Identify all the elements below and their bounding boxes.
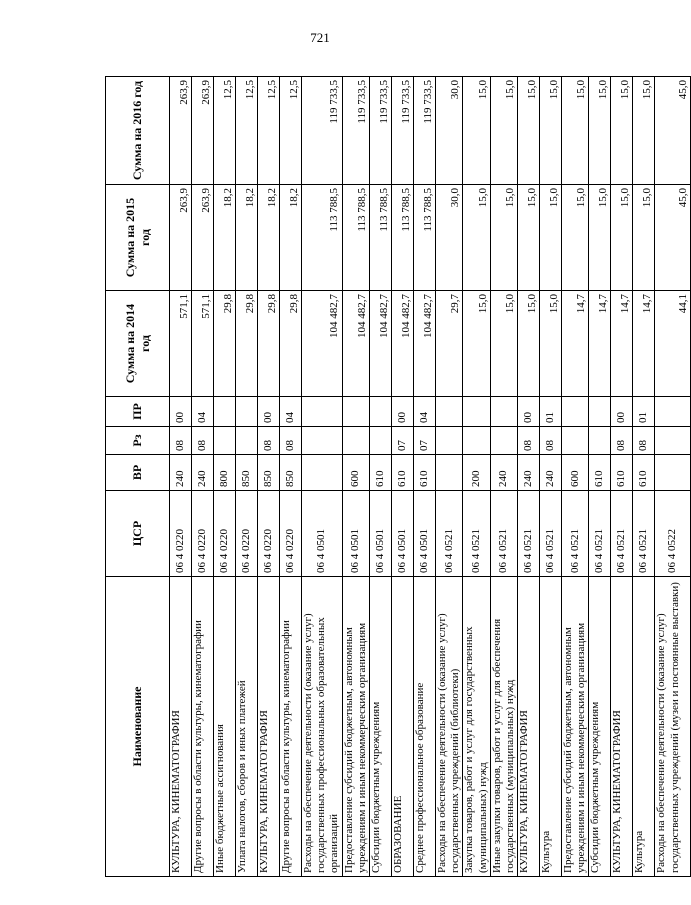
cell-sum-2016: 119 733,5 — [342, 77, 369, 185]
cell-rz — [655, 427, 691, 455]
cell-name: Другие вопросы в области культуры, кинематографии — [192, 577, 214, 877]
cell-pr — [562, 397, 589, 427]
cell-pr — [655, 397, 691, 427]
cell-name: Другие вопросы в области культуры, кинематографии — [280, 577, 302, 877]
cell-sum-2015: 15,0 — [518, 185, 540, 291]
cell-pr — [435, 397, 462, 427]
cell-pr: 00 — [611, 397, 633, 427]
cell-sum-2015: 263,9 — [170, 185, 192, 291]
cell-csr: 06 4 0220 — [214, 491, 236, 577]
cell-vr: 610 — [413, 455, 435, 491]
cell-csr: 06 4 0521 — [518, 491, 540, 577]
cell-sum-2014: 14,7 — [589, 291, 611, 397]
cell-sum-2014: 14,7 — [633, 291, 655, 397]
cell-sum-2014: 104 482,7 — [413, 291, 435, 397]
cell-sum-2014: 15,0 — [490, 291, 517, 397]
table-row — [258, 77, 280, 877]
table-row — [435, 77, 462, 877]
table-row — [655, 77, 691, 877]
cell-sum-2016: 119 733,5 — [413, 77, 435, 185]
cell-csr: 06 4 0501 — [413, 491, 435, 577]
cell-name: Иные закупки товаров, работ и услуг для обеспечения государственных (муниципальных) нужд — [490, 577, 517, 877]
table-row — [302, 77, 343, 877]
cell-csr: 06 4 0521 — [435, 491, 462, 577]
cell-sum-2015: 30,0 — [435, 185, 462, 291]
cell-sum-2015: 113 788,5 — [369, 185, 391, 291]
cell-sum-2015: 18,2 — [236, 185, 258, 291]
cell-rz: 08 — [258, 427, 280, 455]
cell-pr — [463, 397, 490, 427]
cell-vr: 850 — [280, 455, 302, 491]
cell-csr: 06 4 0501 — [369, 491, 391, 577]
cell-vr: 610 — [369, 455, 391, 491]
cell-vr: 600 — [342, 455, 369, 491]
cell-name: Субсидии бюджетным учреждениям — [369, 577, 391, 877]
cell-sum-2016: 12,5 — [214, 77, 236, 185]
cell-rz: 08 — [170, 427, 192, 455]
cell-rz — [490, 427, 517, 455]
cell-pr: 00 — [391, 397, 413, 427]
cell-sum-2015: 18,2 — [258, 185, 280, 291]
cell-rz: 08 — [518, 427, 540, 455]
cell-pr: 04 — [413, 397, 435, 427]
cell-sum-2016: 45,0 — [655, 77, 691, 185]
cell-sum-2015: 263,9 — [192, 185, 214, 291]
cell-sum-2016: 12,5 — [280, 77, 302, 185]
cell-rz — [302, 427, 343, 455]
budget-table — [105, 76, 691, 877]
cell-name: КУЛЬТУРА, КИНЕМАТОГРАФИЯ — [258, 577, 280, 877]
cell-name: Расходы на обеспечение деятельности (оказание услуг) государственных учреждений (музеи и постоянные выставки) — [655, 577, 691, 877]
cell-sum-2014: 104 482,7 — [369, 291, 391, 397]
cell-sum-2016: 15,0 — [562, 77, 589, 185]
cell-csr: 06 4 0521 — [490, 491, 517, 577]
cell-csr: 06 4 0521 — [633, 491, 655, 577]
cell-rz: 07 — [413, 427, 435, 455]
cell-name: Предоставление субсидий бюджетным, автономным учреждениям и иным некоммерческим организациям — [562, 577, 589, 877]
cell-pr — [342, 397, 369, 427]
cell-rz: 08 — [633, 427, 655, 455]
cell-rz — [214, 427, 236, 455]
table-row — [611, 77, 633, 877]
cell-sum-2016: 15,0 — [463, 77, 490, 185]
cell-rz: 08 — [192, 427, 214, 455]
cell-vr: 240 — [192, 455, 214, 491]
page-number: 721 — [310, 30, 330, 45]
cell-vr — [302, 455, 343, 491]
cell-sum-2014: 104 482,7 — [342, 291, 369, 397]
cell-sum-2015: 15,0 — [611, 185, 633, 291]
cell-sum-2014: 15,0 — [540, 291, 562, 397]
cell-csr: 06 4 0501 — [302, 491, 343, 577]
table-row — [589, 77, 611, 877]
cell-rz — [463, 427, 490, 455]
cell-sum-2015: 18,2 — [280, 185, 302, 291]
header-row — [106, 77, 170, 877]
cell-rz — [435, 427, 462, 455]
cell-rz: 08 — [540, 427, 562, 455]
cell-pr: 04 — [192, 397, 214, 427]
cell-sum-2016: 263,9 — [170, 77, 192, 185]
cell-vr: 610 — [611, 455, 633, 491]
table-row — [369, 77, 391, 877]
table-row — [280, 77, 302, 877]
cell-name: ОБРАЗОВАНИЕ — [391, 577, 413, 877]
cell-name: Уплата налогов, сборов и иных платежей — [236, 577, 258, 877]
header-csr: ЦСР — [106, 491, 170, 577]
cell-sum-2016: 30,0 — [435, 77, 462, 185]
cell-sum-2014: 104 482,7 — [302, 291, 343, 397]
cell-rz — [342, 427, 369, 455]
header-pr: ПР — [106, 397, 170, 427]
cell-vr: 200 — [463, 455, 490, 491]
cell-vr: 610 — [391, 455, 413, 491]
cell-name: КУЛЬТУРА, КИНЕМАТОГРАФИЯ — [611, 577, 633, 877]
cell-csr: 06 4 0501 — [391, 491, 413, 577]
cell-csr: 06 4 0521 — [562, 491, 589, 577]
table-row — [490, 77, 517, 877]
cell-pr: 01 — [540, 397, 562, 427]
cell-name: Культура — [633, 577, 655, 877]
cell-pr: 00 — [258, 397, 280, 427]
cell-name: Расходы на обеспечение деятельности (оказание услуг) государственных учреждений (библиотеки) — [435, 577, 462, 877]
cell-sum-2014: 29,8 — [280, 291, 302, 397]
cell-sum-2016: 15,0 — [490, 77, 517, 185]
cell-pr — [589, 397, 611, 427]
cell-pr — [369, 397, 391, 427]
cell-sum-2016: 15,0 — [633, 77, 655, 185]
header-sum-2015: Сумма на 2015 год — [106, 185, 170, 291]
cell-vr: 850 — [258, 455, 280, 491]
cell-name: Расходы на обеспечение деятельности (оказание услуг) государственных профессиональных образовательных организаций — [302, 577, 343, 877]
cell-sum-2016: 15,0 — [518, 77, 540, 185]
cell-sum-2015: 15,0 — [633, 185, 655, 291]
cell-sum-2016: 15,0 — [589, 77, 611, 185]
header-name: Наименование — [106, 577, 170, 877]
cell-pr: 00 — [518, 397, 540, 427]
cell-name: Иные бюджетные ассигнования — [214, 577, 236, 877]
cell-csr: 06 4 0501 — [342, 491, 369, 577]
cell-csr: 06 4 0220 — [236, 491, 258, 577]
table-row — [170, 77, 192, 877]
table-row — [518, 77, 540, 877]
cell-sum-2015: 15,0 — [589, 185, 611, 291]
cell-pr — [490, 397, 517, 427]
cell-vr: 800 — [214, 455, 236, 491]
cell-sum-2016: 119 733,5 — [302, 77, 343, 185]
table-row — [633, 77, 655, 877]
table-row — [391, 77, 413, 877]
cell-name: КУЛЬТУРА, КИНЕМАТОГРАФИЯ — [518, 577, 540, 877]
cell-sum-2014: 15,0 — [518, 291, 540, 397]
cell-pr: 00 — [170, 397, 192, 427]
cell-sum-2014: 104 482,7 — [391, 291, 413, 397]
cell-name: КУЛЬТУРА, КИНЕМАТОГРАФИЯ — [170, 577, 192, 877]
cell-rz: 08 — [280, 427, 302, 455]
cell-pr — [302, 397, 343, 427]
cell-csr: 06 4 0521 — [540, 491, 562, 577]
header-rz: Рз — [106, 427, 170, 455]
cell-vr — [655, 455, 691, 491]
cell-sum-2016: 119 733,5 — [369, 77, 391, 185]
header-sum-2016: Сумма на 2016 год — [106, 77, 170, 185]
cell-sum-2015: 18,2 — [214, 185, 236, 291]
cell-vr: 240 — [518, 455, 540, 491]
cell-vr: 610 — [633, 455, 655, 491]
table-row — [342, 77, 369, 877]
cell-sum-2014: 15,0 — [463, 291, 490, 397]
cell-sum-2015: 113 788,5 — [391, 185, 413, 291]
cell-pr: 04 — [280, 397, 302, 427]
cell-vr: 240 — [170, 455, 192, 491]
header-vr: ВР — [106, 455, 170, 491]
cell-csr: 06 4 0521 — [611, 491, 633, 577]
cell-csr: 06 4 0220 — [170, 491, 192, 577]
cell-sum-2016: 12,5 — [258, 77, 280, 185]
cell-sum-2016: 12,5 — [236, 77, 258, 185]
cell-sum-2014: 29,7 — [435, 291, 462, 397]
cell-sum-2014: 29,8 — [258, 291, 280, 397]
cell-rz: 07 — [391, 427, 413, 455]
cell-csr: 06 4 0522 — [655, 491, 691, 577]
cell-sum-2014: 29,8 — [214, 291, 236, 397]
cell-sum-2014: 571,1 — [192, 291, 214, 397]
cell-name: Среднее профессиональное образование — [413, 577, 435, 877]
cell-pr — [214, 397, 236, 427]
cell-sum-2016: 15,0 — [540, 77, 562, 185]
table-row — [214, 77, 236, 877]
cell-csr: 06 4 0521 — [589, 491, 611, 577]
cell-name: Закупка товаров, работ и услуг для государственных (муниципальных) нужд — [463, 577, 490, 877]
cell-sum-2015: 113 788,5 — [342, 185, 369, 291]
cell-sum-2015: 15,0 — [540, 185, 562, 291]
cell-vr — [435, 455, 462, 491]
cell-rz — [369, 427, 391, 455]
cell-sum-2015: 15,0 — [490, 185, 517, 291]
cell-sum-2016: 263,9 — [192, 77, 214, 185]
cell-sum-2015: 15,0 — [463, 185, 490, 291]
table-row — [192, 77, 214, 877]
cell-vr: 240 — [540, 455, 562, 491]
table-row — [236, 77, 258, 877]
cell-csr: 06 4 0220 — [258, 491, 280, 577]
cell-sum-2014: 14,7 — [562, 291, 589, 397]
cell-rz — [236, 427, 258, 455]
cell-csr: 06 4 0220 — [280, 491, 302, 577]
header-sum-2014: Сумма на 2014 год — [106, 291, 170, 397]
cell-sum-2014: 29,8 — [236, 291, 258, 397]
table-row — [540, 77, 562, 877]
cell-vr: 850 — [236, 455, 258, 491]
cell-sum-2015: 113 788,5 — [302, 185, 343, 291]
cell-csr: 06 4 0220 — [192, 491, 214, 577]
cell-rz: 08 — [611, 427, 633, 455]
table-row — [562, 77, 589, 877]
cell-sum-2014: 14,7 — [611, 291, 633, 397]
cell-rz — [562, 427, 589, 455]
cell-vr: 610 — [589, 455, 611, 491]
cell-sum-2016: 119 733,5 — [391, 77, 413, 185]
cell-name: Предоставление субсидий бюджетным, автономным учреждениям и иным некоммерческим организациям — [342, 577, 369, 877]
cell-rz — [589, 427, 611, 455]
budget-table-container — [105, 77, 690, 877]
cell-sum-2015: 45,0 — [655, 185, 691, 291]
cell-sum-2014: 571,1 — [170, 291, 192, 397]
cell-sum-2015: 15,0 — [562, 185, 589, 291]
cell-sum-2014: 44,1 — [655, 291, 691, 397]
table-row — [413, 77, 435, 877]
cell-csr: 06 4 0521 — [463, 491, 490, 577]
cell-sum-2015: 113 788,5 — [413, 185, 435, 291]
cell-name: Субсидии бюджетным учреждениям — [589, 577, 611, 877]
table-row — [463, 77, 490, 877]
cell-pr: 01 — [633, 397, 655, 427]
table-body — [170, 77, 691, 877]
cell-name: Культура — [540, 577, 562, 877]
cell-pr — [236, 397, 258, 427]
cell-vr: 600 — [562, 455, 589, 491]
cell-sum-2016: 15,0 — [611, 77, 633, 185]
cell-vr: 240 — [490, 455, 517, 491]
